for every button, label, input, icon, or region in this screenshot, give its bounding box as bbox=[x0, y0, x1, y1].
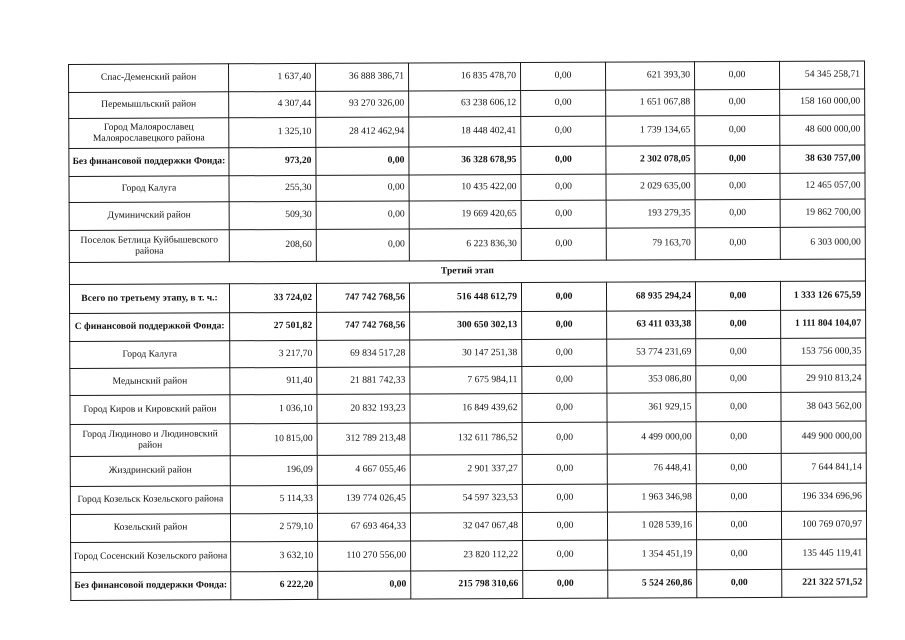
value-cell-c5: 353 086,80 bbox=[607, 366, 696, 393]
table-row bbox=[70, 338, 866, 368]
value-cell-c4: 0,00 bbox=[521, 90, 606, 116]
value-cell-c4: 0,00 bbox=[522, 393, 607, 422]
value-cell-c1: 27 501,82 bbox=[230, 312, 317, 340]
value-cell-c7: 449 900 000,00 bbox=[781, 421, 866, 453]
value-cell-c4: 0,00 bbox=[521, 116, 606, 146]
value-cell-c6: 0,00 bbox=[696, 310, 781, 338]
table-row bbox=[70, 453, 866, 486]
table-row bbox=[69, 173, 865, 202]
value-cell-c1: 6 222,20 bbox=[231, 571, 318, 599]
table-row bbox=[70, 392, 866, 424]
row-name-cell: С финансовой поддержкой Фонда: bbox=[70, 313, 230, 342]
value-cell-c1: 4 307,44 bbox=[229, 91, 316, 117]
value-cell-c2: 4 667 055,46 bbox=[317, 455, 410, 485]
value-cell-c7: 158 160 000,00 bbox=[780, 89, 865, 115]
value-cell-c4: 0,00 bbox=[520, 62, 605, 90]
value-cell-c7: 1 111 804 104,07 bbox=[781, 310, 866, 338]
value-cell-c7: 38 630 757,00 bbox=[780, 145, 865, 173]
value-cell-c7: 12 465 057,00 bbox=[780, 173, 865, 199]
table-row bbox=[70, 511, 866, 542]
value-cell-c5: 1 739 134,65 bbox=[606, 116, 695, 146]
value-cell-c7: 54 345 258,71 bbox=[779, 61, 864, 89]
value-cell-c6: 0,00 bbox=[695, 199, 780, 227]
value-cell-c2: 0,00 bbox=[318, 571, 411, 599]
value-cell-c1: 1 637,40 bbox=[229, 63, 316, 91]
value-cell-c4: 0,00 bbox=[523, 570, 608, 598]
value-cell-c1: 3 632,10 bbox=[231, 541, 318, 571]
table-row bbox=[70, 365, 866, 395]
value-cell-c7: 38 043 562,00 bbox=[781, 392, 866, 421]
table-row bbox=[71, 539, 867, 572]
value-cell-c5: 1 354 451,19 bbox=[608, 540, 697, 570]
row-name-cell: Город Людиново и Людиновский район bbox=[70, 424, 230, 457]
value-cell-c7: 135 445 119,41 bbox=[782, 539, 867, 569]
value-cell-c5: 621 393,30 bbox=[605, 62, 694, 90]
value-cell-c6: 0,00 bbox=[696, 392, 781, 421]
row-name-cell: Без финансовой поддержки Фонда: bbox=[69, 148, 229, 177]
value-cell-c6: 0,00 bbox=[697, 569, 782, 597]
value-cell-c4: 0,00 bbox=[521, 228, 606, 260]
row-name-cell: Перемышльский район bbox=[69, 92, 229, 119]
stage-title: Третий этап bbox=[69, 259, 865, 284]
value-cell-c1: 10 815,00 bbox=[230, 423, 317, 455]
value-cell-c2: 0,00 bbox=[316, 175, 409, 201]
table-row bbox=[70, 421, 866, 456]
value-cell-c4: 0,00 bbox=[521, 146, 606, 174]
value-cell-c6: 0,00 bbox=[695, 89, 780, 115]
value-cell-c2: 747 742 768,56 bbox=[316, 283, 409, 312]
row-name-cell: Думиничский район bbox=[69, 202, 229, 231]
row-name-cell: Город Киров и Кировский район bbox=[70, 395, 230, 425]
value-cell-c3: 516 448 612,79 bbox=[409, 283, 521, 312]
table-row bbox=[71, 569, 867, 600]
value-cell-c2: 0,00 bbox=[316, 201, 409, 229]
value-cell-c4: 0,00 bbox=[521, 200, 606, 228]
row-name-cell: Медынский район bbox=[70, 368, 230, 396]
row-name-cell: Город Козельск Козельского района bbox=[70, 486, 230, 515]
value-cell-c6: 0,00 bbox=[694, 61, 779, 89]
value-cell-c3: 10 435 422,00 bbox=[409, 175, 521, 201]
value-cell-c6: 0,00 bbox=[696, 338, 781, 365]
value-cell-c3: 7 675 984,11 bbox=[410, 367, 522, 394]
row-name-cell: Козельский район bbox=[70, 514, 230, 543]
value-cell-c6: 0,00 bbox=[695, 173, 780, 199]
value-cell-c2: 28 412 462,94 bbox=[316, 117, 409, 147]
value-cell-c3: 300 650 302,13 bbox=[410, 312, 522, 340]
value-cell-c2: 747 742 768,56 bbox=[317, 312, 410, 340]
value-cell-c1: 5 114,33 bbox=[230, 485, 317, 513]
table-body-after bbox=[69, 281, 866, 600]
row-name-cell: Город Калуга bbox=[70, 341, 230, 369]
value-cell-c3: 16 835 478,70 bbox=[408, 63, 520, 91]
value-cell-c7: 221 322 571,52 bbox=[782, 569, 867, 597]
value-cell-c7: 6 303 000,00 bbox=[780, 227, 865, 259]
value-cell-c2: 139 774 026,45 bbox=[317, 485, 410, 513]
value-cell-c1: 509,30 bbox=[229, 201, 316, 229]
funding-table bbox=[68, 61, 867, 601]
value-cell-c3: 23 820 112,22 bbox=[411, 541, 523, 571]
value-cell-c5: 79 163,70 bbox=[606, 228, 695, 260]
value-cell-c5: 1 963 346,98 bbox=[607, 484, 696, 512]
value-cell-c2: 312 789 213,48 bbox=[317, 423, 410, 455]
value-cell-c4: 0,00 bbox=[523, 540, 608, 570]
value-cell-c5: 2 029 635,00 bbox=[606, 174, 695, 200]
value-cell-c3: 54 597 323,53 bbox=[410, 485, 522, 513]
value-cell-c6: 0,00 bbox=[696, 365, 781, 392]
value-cell-c6: 0,00 bbox=[696, 421, 781, 453]
value-cell-c2: 93 270 326,00 bbox=[316, 91, 409, 117]
row-name-cell: Без финансовой поддержки Фонда: bbox=[71, 572, 231, 601]
value-cell-c2: 36 888 386,71 bbox=[315, 63, 408, 91]
value-cell-c4: 0,00 bbox=[522, 339, 607, 366]
value-cell-c4: 0,00 bbox=[522, 512, 607, 540]
value-cell-c4: 0,00 bbox=[522, 311, 607, 339]
value-cell-c3: 19 669 420,65 bbox=[409, 201, 521, 229]
value-cell-c5: 361 929,15 bbox=[607, 393, 696, 422]
table-row bbox=[69, 199, 865, 230]
value-cell-c2: 69 834 517,28 bbox=[317, 340, 410, 367]
value-cell-c2: 21 881 742,33 bbox=[317, 367, 410, 394]
value-cell-c1: 1 325,10 bbox=[229, 117, 316, 147]
row-name-cell: Всего по третьему этапу, в т. ч.: bbox=[69, 284, 229, 314]
table-row bbox=[70, 483, 866, 514]
value-cell-c5: 193 279,35 bbox=[606, 200, 695, 228]
value-cell-c2: 110 270 556,00 bbox=[318, 541, 411, 571]
value-cell-c6: 0,00 bbox=[696, 483, 781, 511]
value-cell-c1: 911,40 bbox=[230, 367, 317, 394]
row-name-cell: Город Малоярославец Малоярославецкого района bbox=[69, 118, 229, 149]
value-cell-c6: 0,00 bbox=[695, 227, 780, 259]
value-cell-c5: 68 935 294,24 bbox=[606, 282, 695, 311]
value-cell-c5: 1 028 539,16 bbox=[607, 512, 696, 540]
value-cell-c3: 32 047 067,48 bbox=[410, 513, 522, 541]
value-cell-c1: 33 724,02 bbox=[229, 283, 316, 312]
value-cell-c4: 0,00 bbox=[521, 282, 606, 311]
value-cell-c7: 48 600 000,00 bbox=[780, 115, 865, 145]
row-name-cell: Город Сосенский Козельского района bbox=[71, 542, 231, 573]
value-cell-c7: 7 644 841,14 bbox=[781, 453, 866, 483]
value-cell-c3: 18 448 402,41 bbox=[409, 117, 521, 147]
value-cell-c5: 1 651 067,88 bbox=[606, 90, 695, 116]
value-cell-c4: 0,00 bbox=[522, 366, 607, 393]
table-row bbox=[69, 145, 865, 176]
table-row bbox=[69, 227, 865, 262]
value-cell-c7: 19 862 700,00 bbox=[780, 199, 865, 227]
value-cell-c1: 196,09 bbox=[230, 455, 317, 485]
value-cell-c5: 53 774 231,69 bbox=[607, 339, 696, 366]
value-cell-c5: 63 411 033,38 bbox=[607, 311, 696, 339]
row-name-cell: Жиздринский район bbox=[70, 456, 230, 487]
value-cell-c2: 0,00 bbox=[316, 147, 409, 175]
value-cell-c1: 208,60 bbox=[229, 229, 316, 261]
value-cell-c5: 76 448,41 bbox=[607, 454, 696, 484]
table-row bbox=[69, 61, 865, 92]
value-cell-c5: 4 499 000,00 bbox=[607, 422, 696, 454]
value-cell-c7: 196 334 696,96 bbox=[781, 483, 866, 511]
value-cell-c6: 0,00 bbox=[696, 453, 781, 483]
value-cell-c7: 1 333 126 675,59 bbox=[780, 281, 865, 310]
value-cell-c1: 973,20 bbox=[229, 147, 316, 175]
value-cell-c1: 1 036,10 bbox=[230, 394, 317, 423]
value-cell-c3: 215 798 310,66 bbox=[411, 571, 523, 599]
value-cell-c5: 5 524 260,86 bbox=[608, 570, 697, 598]
value-cell-c3: 16 849 439,62 bbox=[410, 394, 522, 423]
value-cell-c6: 0,00 bbox=[695, 115, 780, 145]
value-cell-c2: 0,00 bbox=[316, 229, 409, 261]
value-cell-c3: 6 223 836,30 bbox=[409, 229, 521, 261]
value-cell-c3: 2 901 337,27 bbox=[410, 455, 522, 485]
row-name-cell: Спас-Деменский район bbox=[69, 64, 229, 93]
value-cell-c3: 63 238 606,12 bbox=[409, 91, 521, 117]
value-cell-c3: 132 611 786,52 bbox=[410, 423, 522, 455]
row-name-cell: Поселок Бетлица Куйбышевского района bbox=[69, 230, 229, 263]
value-cell-c4: 0,00 bbox=[522, 454, 607, 484]
value-cell-c4: 0,00 bbox=[522, 484, 607, 512]
value-cell-c4: 0,00 bbox=[521, 174, 606, 200]
value-cell-c6: 0,00 bbox=[695, 281, 780, 310]
table-row bbox=[69, 115, 865, 148]
row-name-cell: Город Калуга bbox=[69, 176, 229, 203]
table-row bbox=[70, 310, 866, 341]
value-cell-c5: 2 302 078,05 bbox=[606, 146, 695, 174]
value-cell-c1: 255,30 bbox=[229, 175, 316, 201]
value-cell-c6: 0,00 bbox=[697, 539, 782, 569]
value-cell-c2: 67 693 464,33 bbox=[317, 513, 410, 541]
value-cell-c1: 2 579,10 bbox=[230, 513, 317, 541]
value-cell-c4: 0,00 bbox=[522, 422, 607, 454]
value-cell-c7: 153 756 000,35 bbox=[781, 338, 866, 365]
table-row bbox=[69, 89, 865, 118]
value-cell-c6: 0,00 bbox=[696, 511, 781, 539]
value-cell-c7: 100 769 070,97 bbox=[781, 511, 866, 539]
table-row bbox=[69, 281, 865, 313]
value-cell-c1: 3 217,70 bbox=[230, 340, 317, 367]
value-cell-c2: 20 832 193,23 bbox=[317, 394, 410, 423]
table-body-before bbox=[69, 61, 866, 262]
value-cell-c3: 30 147 251,38 bbox=[410, 340, 522, 367]
value-cell-c3: 36 328 678,95 bbox=[409, 147, 521, 175]
value-cell-c7: 29 910 813,24 bbox=[781, 365, 866, 392]
value-cell-c6: 0,00 bbox=[695, 145, 780, 173]
